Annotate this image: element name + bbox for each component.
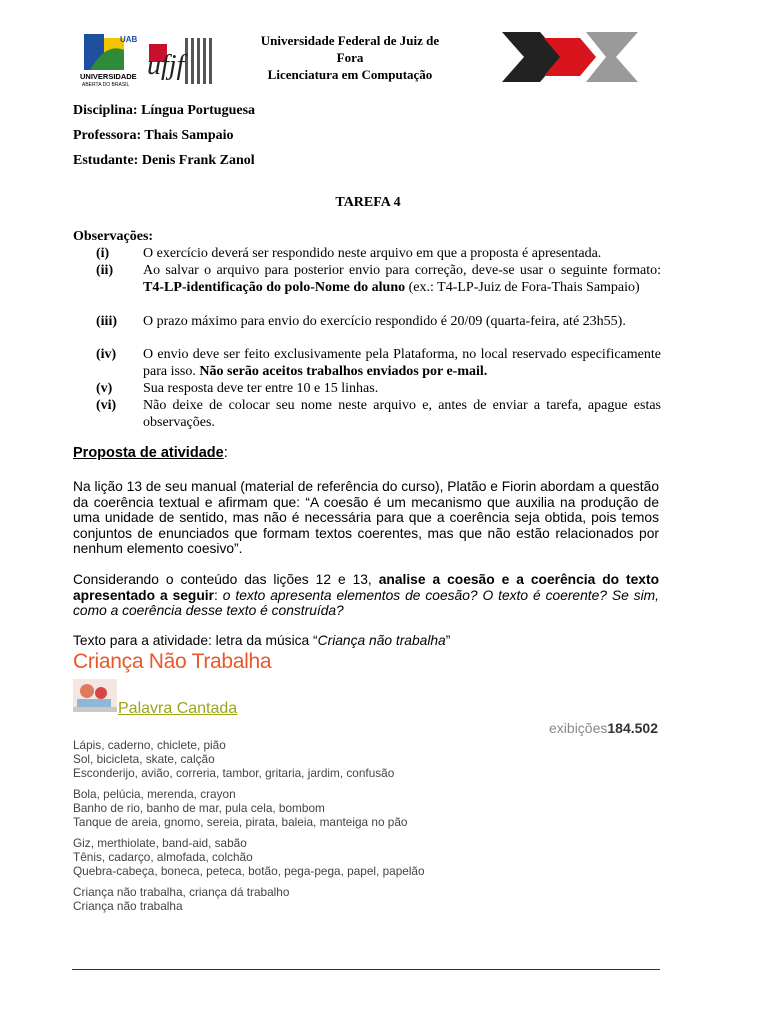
lyrics-stanza [73, 787, 407, 829]
uab-logo-caption: UNIVERSIDADE [80, 72, 137, 81]
obs-item [73, 397, 661, 431]
lyrics-line: Criança não trabalha [73, 899, 183, 913]
artist-link[interactable]: Palavra Cantada [118, 700, 238, 717]
obs-item [73, 245, 661, 262]
disciplina: Disciplina: Língua Portuguesa [73, 103, 256, 118]
obs-item [73, 313, 661, 347]
professora: Professora: Thais Sampaio [73, 128, 234, 143]
song-title: Criança Não Trabalha [73, 650, 272, 673]
footer-divider [72, 969, 660, 970]
lyrics-line: Tanque de areia, gnomo, sereia, pirata, baleia, manteiga no pão [73, 815, 408, 829]
obs-number: (ii) [96, 263, 114, 278]
views-counter: exibições184.502 [549, 720, 658, 736]
uab-logo [80, 30, 142, 88]
obs-text: Ao salvar o arquivo para posterior envio para correção, deve-se usar o seguinte formato: T4-LP-identificação do polo-Nome do aluno (ex.: T4-LP-Juiz de Fora-Thais Sampaio) [143, 263, 661, 295]
obs-item [73, 380, 661, 397]
obs-text: O exercício deverá ser respondido neste arquivo em que a proposta é apresentada. [143, 246, 602, 261]
obs-text: Não deixe de colocar seu nome neste arquivo e, antes de enviar a tarefa, apague estas observações. [143, 398, 661, 430]
lyrics-line: Bola, pelúcia, merenda, crayon [73, 787, 236, 801]
task-title: TAREFA 4 [335, 195, 401, 210]
lyrics-stanza [73, 738, 394, 780]
institution-name-line2: Fora [336, 50, 364, 65]
proposta-heading: Proposta de atividade: [73, 445, 228, 461]
lyrics-stanza [73, 836, 425, 878]
institution-name-line1: Universidade Federal de Juiz de [260, 33, 440, 48]
obs-number: (iii) [96, 314, 117, 329]
obs-item [73, 262, 661, 313]
lyrics-line: Lápis, caderno, chiclete, pião [73, 738, 226, 752]
lyrics-line: Giz, merthiolate, band-aid, sabão [73, 836, 247, 850]
instruction-paragraph: Considerando o conteúdo das lições 12 e 13, analise a coesão e a coerência do texto apresentado a seguir: o texto apresenta elementos de coesão? O texto é coerente? Se sim, como a coerência desse texto é construída? [73, 572, 660, 618]
ufjf-logo [145, 36, 223, 86]
course-name: Licenciatura em Computação [267, 67, 433, 82]
ufjf-logo-label: ufjf [147, 50, 185, 81]
obs-number: (i) [96, 246, 110, 261]
obs-number: (v) [96, 381, 113, 396]
obs-text: Sua resposta deve ter entre 10 e 15 linhas. [143, 381, 379, 396]
obs-item [73, 346, 661, 380]
institution-header [230, 32, 470, 83]
obs-number: (vi) [96, 398, 117, 413]
lyrics-line: Esconderijo, avião, correria, tambor, gritaria, jardim, confusão [73, 766, 395, 780]
lyrics-line: Banho de rio, banho de mar, pula cela, bombom [73, 801, 325, 815]
estudante: Estudante: Denis Frank Zanol [73, 153, 255, 168]
uab-logo-label: UAB [120, 35, 138, 44]
lyrics-line: Tênis, cadarço, almofada, colchão [73, 850, 253, 864]
obs-text: O prazo máximo para envio do exercício respondido é 20/09 (quarta-feira, até 23h55). [143, 314, 626, 329]
obs-number: (iv) [96, 347, 117, 362]
uab-logo-caption2: ABERTA DO BRASIL [82, 82, 130, 88]
computacao-logo [500, 30, 640, 84]
proposta-paragraph: Na lição 13 de seu manual (material de referência do curso), Platão e Fiorin abordam a questão da coerência textual e afirmam que: “A coesão é um mecanismo que auxilia na produção de uma unidade de sentido, mas não é necessária para que a coerência seja obtida, pois temos conjuntos de enunciados que formam textos coerentes, mas que não estão relacionados por nenhum elemento coesivo”. [73, 479, 659, 556]
lyrics-stanza [73, 885, 289, 913]
lyrics-line: Criança não trabalha, criança dá trabalho [73, 885, 290, 899]
obs-text: O envio deve ser feito exclusivamente pela Plataforma, no local reservado especificamente para isso. Não serão aceitos trabalhos enviados por e-mail. [143, 347, 661, 379]
text-reference: Texto para a atividade: letra da música “Criança não trabalha” [73, 633, 451, 648]
lyrics-line: Quebra-cabeça, boneca, peteca, botão, pega-pega, papel, papelão [73, 864, 425, 878]
artist-thumbnail [73, 679, 117, 712]
observacoes-title: Observações: [73, 229, 154, 244]
lyrics-line: Sol, bicicleta, skate, calção [73, 752, 215, 766]
